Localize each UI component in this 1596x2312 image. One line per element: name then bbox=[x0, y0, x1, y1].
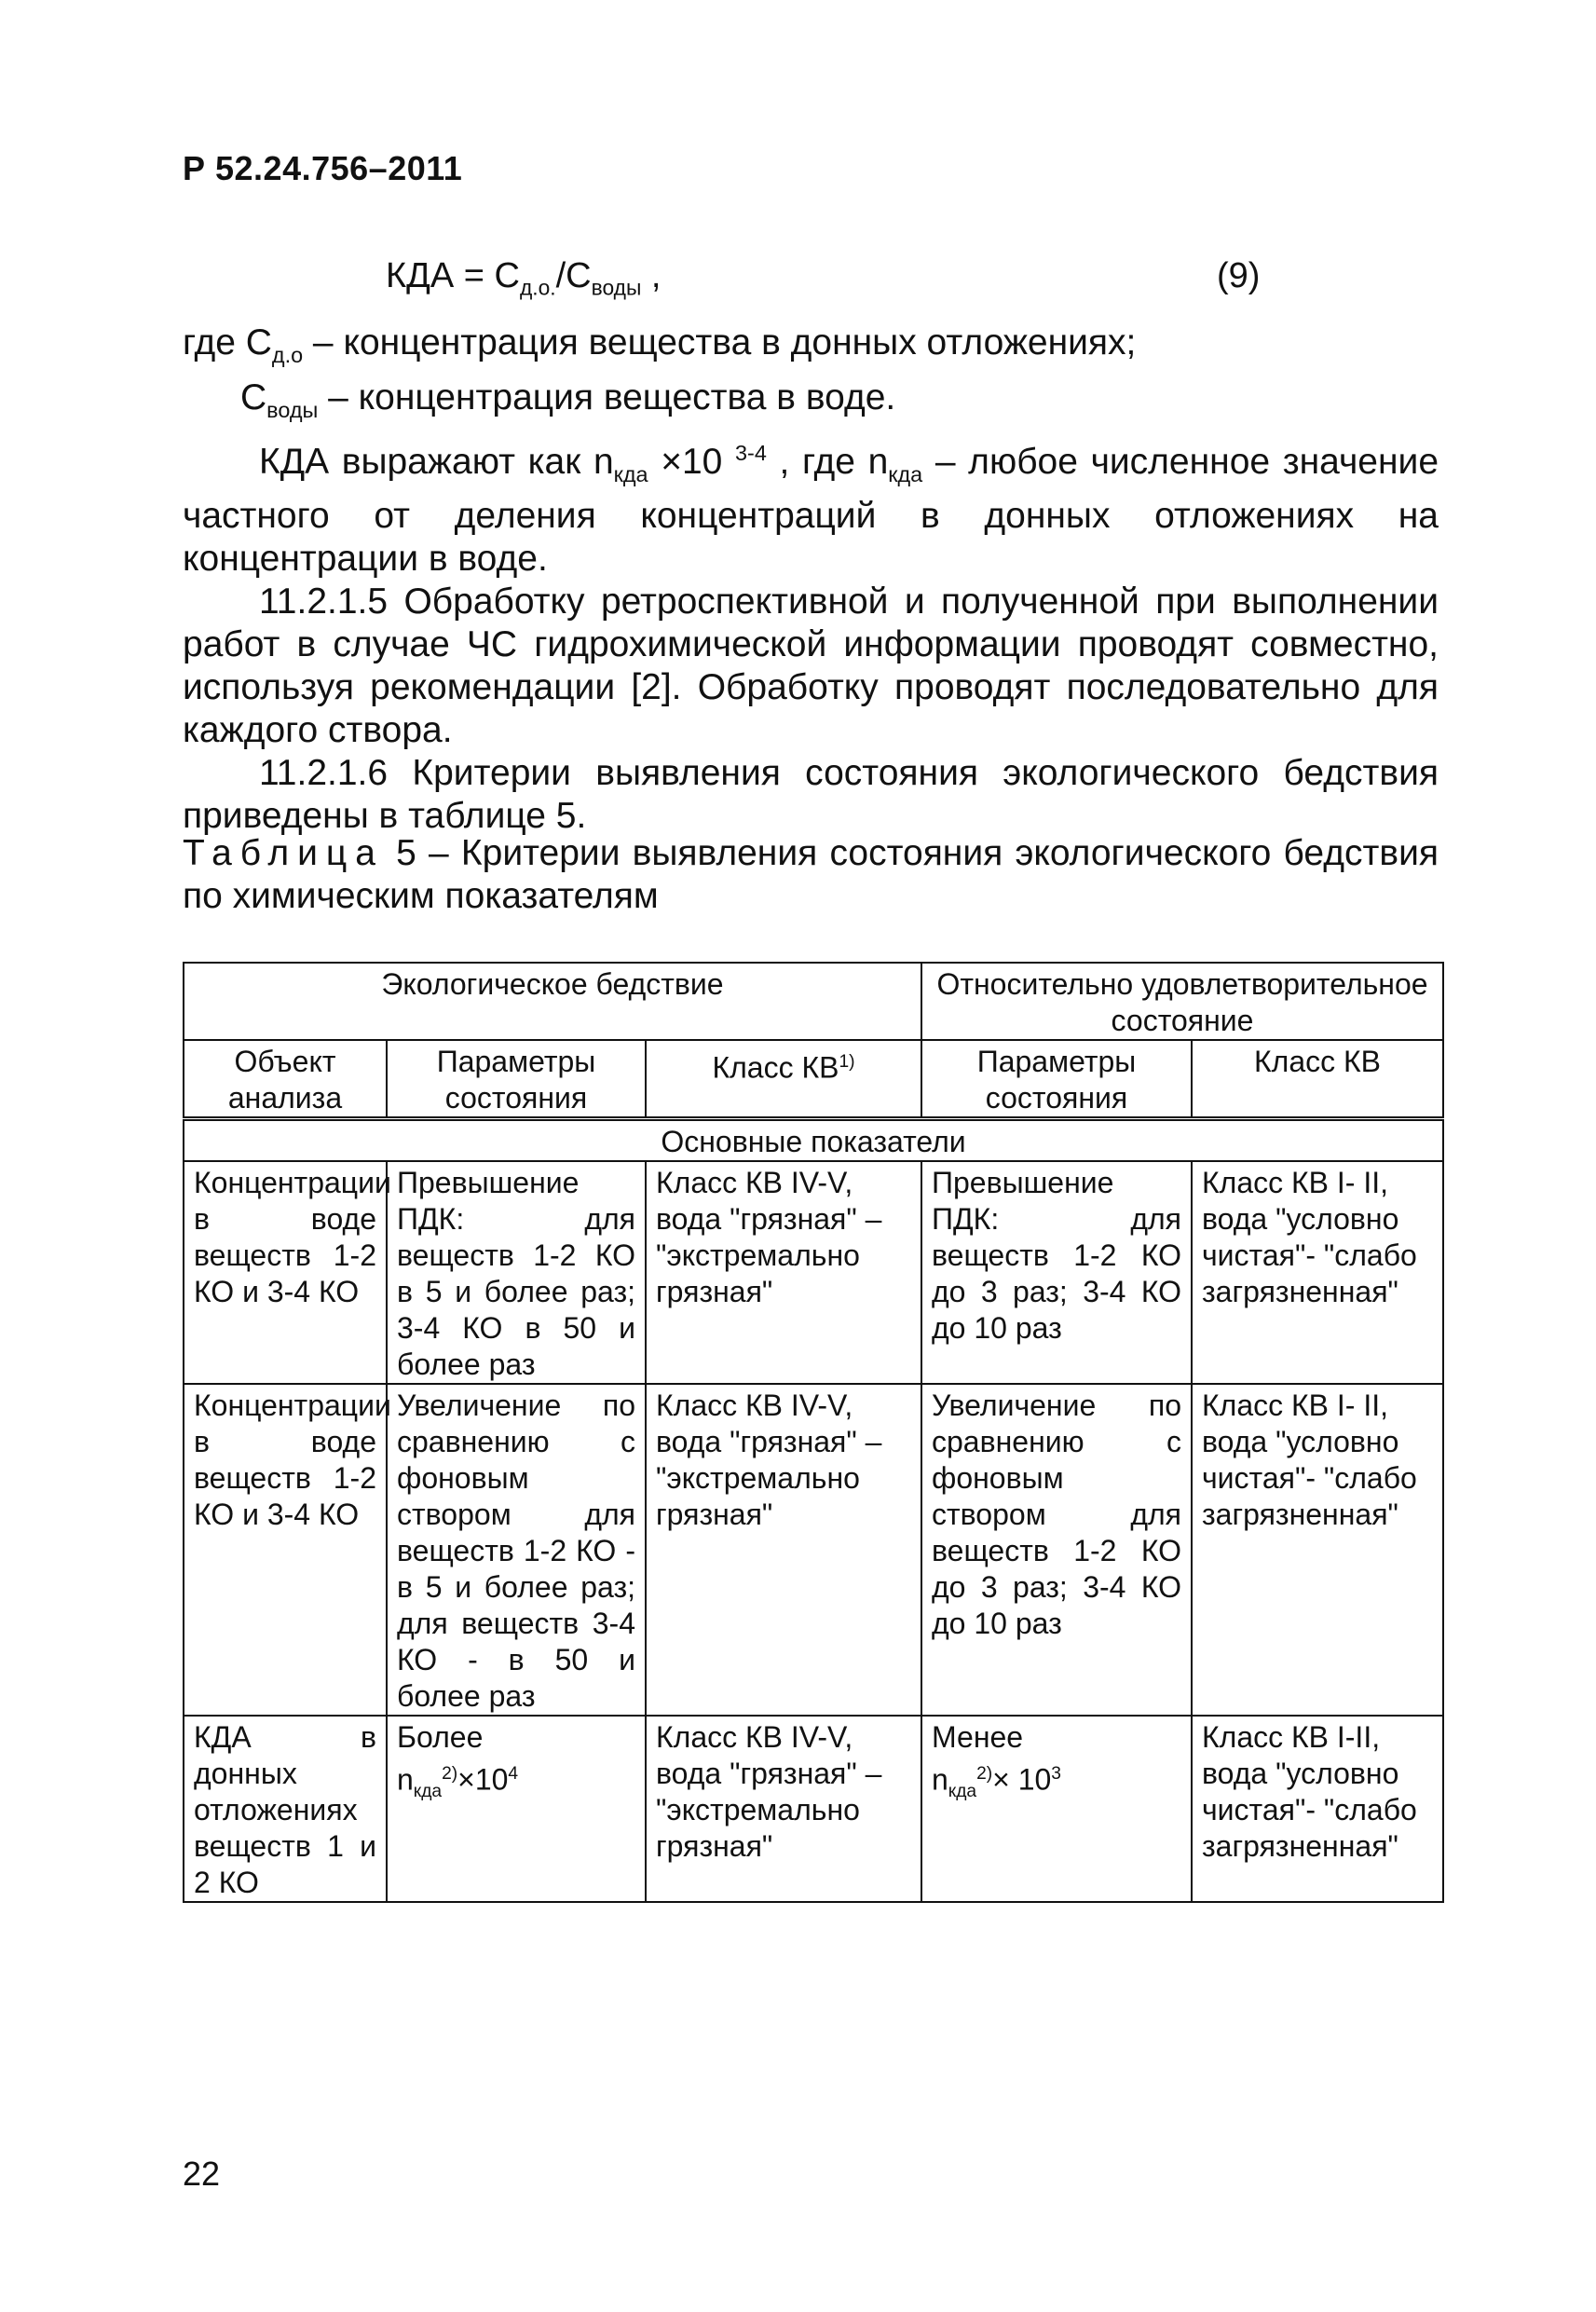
cell-class-2: Класс КВ I- II, вода "условно чистая"- "слабо загрязненная" bbox=[1192, 1161, 1443, 1384]
where-line-sediment: где $С_{д.о}$ – концентрация вещества в донных отложениях; bbox=[183, 322, 1137, 367]
kda-paragraph: КДА выражают как $n_{кда} \times 10$ $^{3-4}$ , где $n_{кда}$ – любое численное значение частного от деления концентраций в донных отложениях на концентрации в воде. bbox=[183, 440, 1439, 580]
table-section-row bbox=[184, 1119, 1443, 1162]
formula-9 bbox=[183, 256, 1301, 312]
page-number: 22 bbox=[183, 2155, 221, 2193]
table-group-header-row bbox=[184, 963, 1443, 1040]
cell-params: Превышение ПДК: для веществ 1-2 КО в 5 и более раз; 3-4 КО в 50 и более раз bbox=[387, 1161, 646, 1384]
header-class: Класс КВ$^{1)}$ bbox=[646, 1040, 921, 1119]
cell-object: Концентрации в воде веществ 1-2 КО и 3-4 КО bbox=[184, 1384, 387, 1716]
header-params-2: Параметры состояния bbox=[921, 1040, 1192, 1119]
cell-params-2: Менее $n_{кда}^{2)}\times 10^3$ bbox=[921, 1716, 1192, 1902]
header-object: Объект анализа bbox=[184, 1040, 387, 1119]
body-text bbox=[183, 321, 1439, 838]
document-code: Р 52.24.756–2011 bbox=[183, 149, 463, 187]
cell-params: Увеличение по сравнению с фоновым створом для веществ 1-2 КО - в 5 и более раз; для веществ 3-4 КО - в 50 и более раз bbox=[387, 1384, 646, 1716]
cell-params-2: Увеличение по сравнению с фоновым створом для веществ 1-2 КО до 3 раз; 3-4 КО до 10 раз bbox=[921, 1384, 1192, 1716]
criteria-table bbox=[183, 962, 1444, 1903]
formula-expression: КДА = $С_{д.о.}/С_{воды}$ , bbox=[386, 256, 662, 300]
table-caption: Таблица 5 – Критерии выявления состояния экологического бедствия по химическим показателям bbox=[183, 833, 1439, 916]
header-ecological-disaster: Экологическое бедствие bbox=[184, 963, 921, 1040]
paragraph-11-2-1-5: 11.2.1.5 Обработку ретроспективной и полученной при выполнении работ в случае ЧС гидрохимической информации проводят совместно, используя рекомендации [2]. Обработку проводят последовательно для каждого створа. bbox=[183, 581, 1439, 751]
cell-class-2: Класс КВ I- II, вода "условно чистая"- "слабо загрязненная" bbox=[1192, 1384, 1443, 1716]
formula-number: (9) bbox=[1217, 256, 1261, 295]
paragraph-11-2-1-6: 11.2.1.6 Критерии выявления состояния экологического бедствия приведены в таблице 5. bbox=[183, 753, 1439, 837]
cell-class: Класс КВ IV-V, вода "грязная" – "экстремально грязная" bbox=[646, 1161, 921, 1384]
cell-object: Концентрации в воде веществ 1-2 КО и 3-4 КО bbox=[184, 1161, 387, 1384]
table-row bbox=[184, 1384, 1443, 1716]
cell-object: КДА в донных отложениях веществ 1 и 2 КО bbox=[184, 1716, 387, 1902]
header-relative-state: Относительно удовлетворительное состояние bbox=[921, 963, 1443, 1040]
cell-params-2: Превышение ПДК: для веществ 1-2 КО до 3 раз; 3-4 КО до 10 раз bbox=[921, 1161, 1192, 1384]
section-main-indicators: Основные показатели bbox=[184, 1119, 1443, 1162]
cell-class: Класс КВ IV-V, вода "грязная" – "экстремально грязная" bbox=[646, 1716, 921, 1902]
table-row bbox=[184, 1161, 1443, 1384]
header-class-2: Класс КВ bbox=[1192, 1040, 1443, 1119]
table-column-header-row bbox=[184, 1040, 1443, 1119]
header-params: Параметры состояния bbox=[387, 1040, 646, 1119]
cell-params: Более $n_{кда}^{2)}\times 10^4$ bbox=[387, 1716, 646, 1902]
table-row bbox=[184, 1716, 1443, 1902]
cell-class: Класс КВ IV-V, вода "грязная" – "экстремально грязная" bbox=[646, 1384, 921, 1716]
where-line-water: $С_{воды}$ – концентрация вещества в воде. bbox=[240, 376, 896, 422]
cell-class-2: Класс КВ I-II, вода "условно чистая"- "слабо загрязненная" bbox=[1192, 1716, 1443, 1902]
